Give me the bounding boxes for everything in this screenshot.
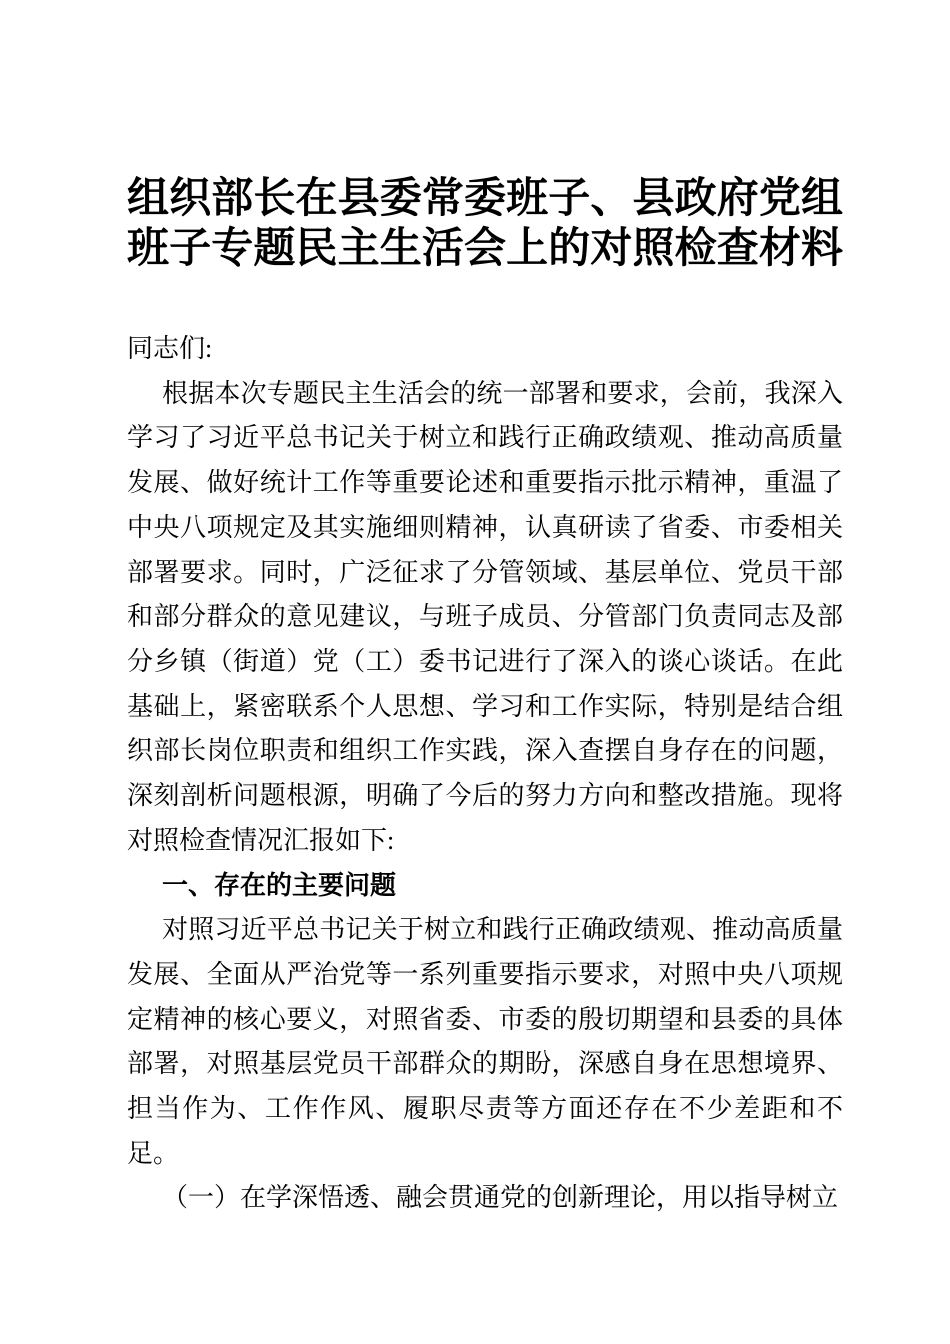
- document-title-line-1: 组织部长在县委常委班子、县政府党组: [127, 176, 843, 222]
- salutation-line: 同志们:: [127, 334, 213, 363]
- section-1-subsection-1-first-line: （一）在学深悟透、融会贯通党的创新理论，用以指导树立: [162, 1183, 839, 1213]
- section-1-paragraph: 对照习近平总书记关于树立和践行正确政绩观、推动高质量发展、全面从严治党等一系列重要指示要求，对照中央八项规定精神的核心要义，对照省委、市委的殷切期望和县委的具体部署，对照基层党员干部群众的期盼，深感自身在思想境界、担当作为、工作作风、履职尽责等方面还存在不少差距和不足。: [127, 915, 843, 1168]
- section-1-heading: 一、存在的主要问题: [162, 870, 397, 901]
- document-title: [127, 174, 843, 274]
- intro-paragraph: 根据本次专题民主生活会的统一部署和要求，会前，我深入学习了习近平总书记关于树立和践行正确政绩观、推动高质量发展、做好统计工作等重要论述和重要指示批示精神，重温了中央八项规定及其实施细则精神，认真研读了省委、市委相关部署要求。同时，广泛征求了分管领域、基层单位、党员干部和部分群众的意见建议，与班子成员、分管部门负责同志及部分乡镇（街道）党（工）委书记进行了深入的谈心谈话。在此基础上，紧密联系个人思想、学习和工作实际，特别是结合组织部长岗位职责和组织工作实践，深入查摆自身存在的问题，深刻剖析问题根源，明确了今后的努力方向和整改措施。现将对照检查情况汇报如下:: [127, 378, 843, 855]
- document-title-line-2: 班子专题民主生活会上的对照检查材料: [127, 226, 843, 272]
